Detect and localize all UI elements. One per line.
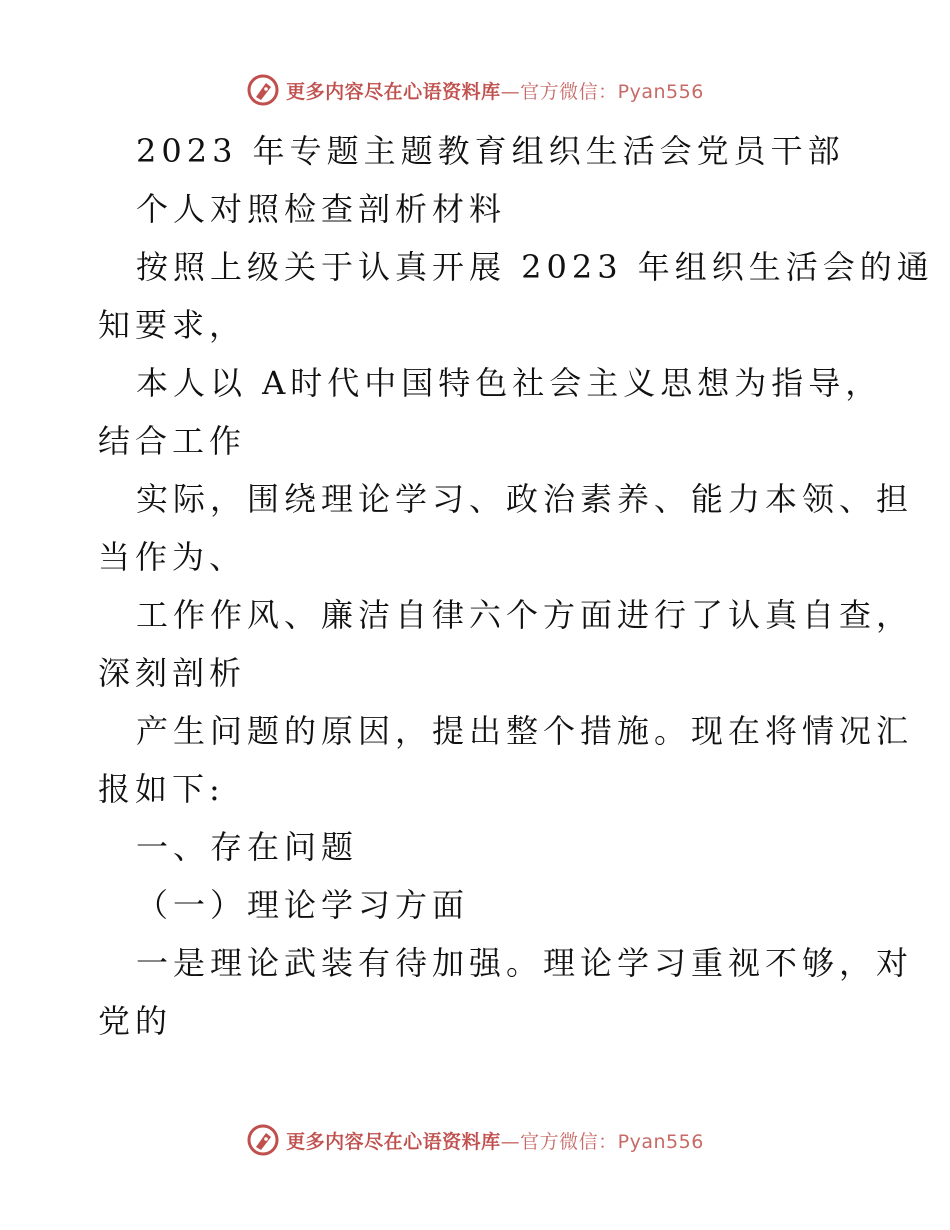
watermark-contact: —官方微信：Pyan556 xyxy=(500,1130,704,1153)
paragraph-line: 当作为、 xyxy=(98,538,247,576)
watermark-contact: —官方微信：Pyan556 xyxy=(500,80,704,103)
document-title-line-1: 2023 年专题主题教育组织生活会党员干部 xyxy=(136,132,845,170)
paragraph-line: 产生问题的原因，提出整个措施。现在将情况汇 xyxy=(136,712,914,750)
watermark-brand: 更多内容尽在心语资料库 xyxy=(286,1130,501,1153)
document-title-line-2: 个人对照检查剖析材料 xyxy=(136,190,507,228)
paragraph-line: 结合工作 xyxy=(98,422,247,460)
watermark-text xyxy=(286,1127,704,1154)
watermark-text xyxy=(286,77,704,104)
paragraph-line: 深刻剖析 xyxy=(98,654,247,692)
pen-nib-logo-icon xyxy=(246,1123,280,1157)
paragraph-line: 党的 xyxy=(98,1002,173,1040)
header-watermark xyxy=(0,70,950,110)
footer-watermark xyxy=(0,1120,950,1160)
paragraph-line: 实际，围绕理论学习、政治素养、能力本领、担 xyxy=(136,480,914,518)
pen-nib-logo-icon xyxy=(246,73,280,107)
paragraph-line: 本人以 A时代中国特色社会主义思想为指导， xyxy=(136,364,883,402)
watermark-brand: 更多内容尽在心语资料库 xyxy=(286,80,501,103)
subsection-heading: （一）理论学习方面 xyxy=(136,886,470,924)
paragraph-line: 报如下: xyxy=(98,770,225,808)
section-heading: 一、存在问题 xyxy=(136,828,359,866)
paragraph-line: 工作作风、廉洁自律六个方面进行了认真自查， xyxy=(136,596,914,634)
document-body xyxy=(98,122,934,1050)
paragraph-line: 知要求， xyxy=(98,306,247,344)
paragraph-line: 一是理论武装有待加强。理论学习重视不够，对 xyxy=(136,944,914,982)
paragraph-line: 按照上级关于认真开展 2023 年组织生活会的通 xyxy=(136,248,934,286)
